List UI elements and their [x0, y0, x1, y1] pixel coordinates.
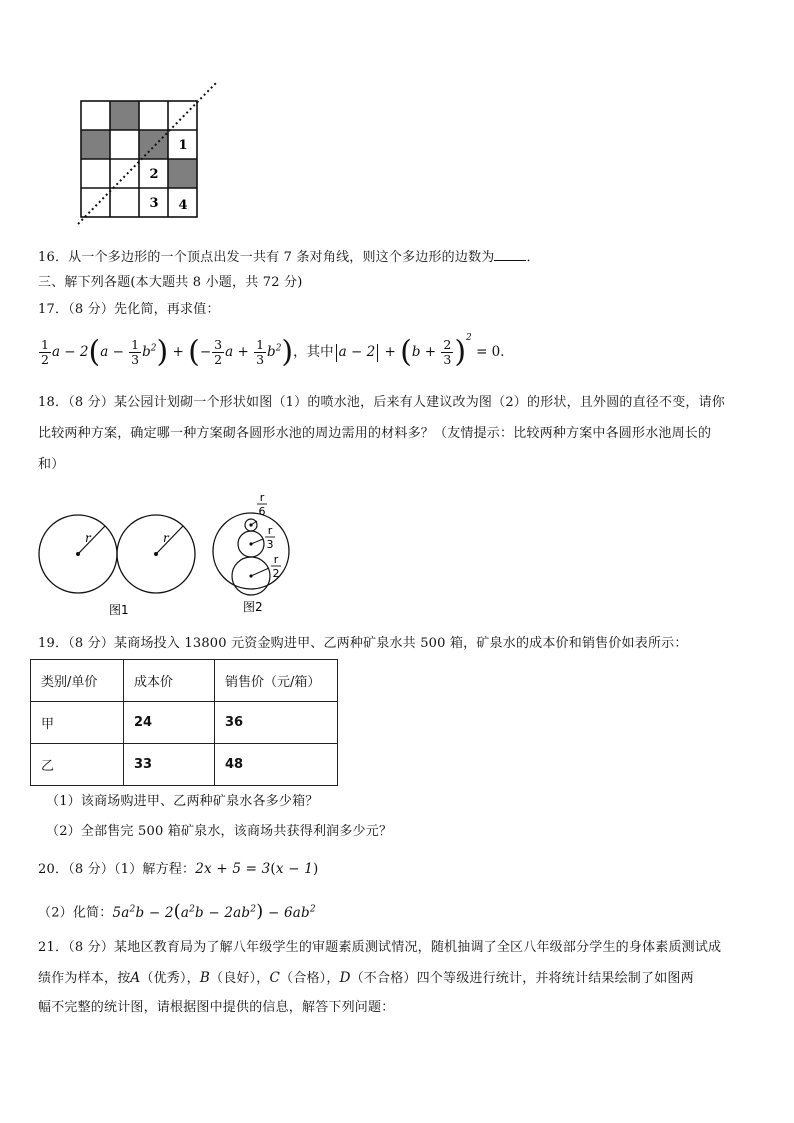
q20-expression: $5a^2b - 2(a^2b - 2ab^2) - 6ab^2$	[112, 900, 316, 922]
radius-label: r	[85, 531, 91, 545]
table-header-cell: 成本价	[124, 660, 215, 702]
table-row	[31, 702, 338, 744]
q20-part-1-label: 20．（8 分）（1）解方程：	[38, 862, 196, 877]
figure-1-label: 图1	[109, 603, 129, 617]
shaded-cell	[168, 159, 197, 188]
table-cell: 33	[124, 744, 215, 786]
question-20-part-2	[38, 899, 316, 924]
price-table	[30, 659, 338, 786]
grade-d-label: （不合格）四个等级进行统计，并将统计结果绘制了如图两	[350, 971, 694, 986]
q20-part-2-label: （2）化简：	[38, 905, 113, 921]
table-header-cell: 销售价（元/箱）	[215, 660, 338, 702]
grid-label-3: 3	[149, 196, 159, 211]
radius-label: r	[163, 531, 169, 545]
table-cell: 乙	[31, 744, 124, 786]
table-row	[31, 744, 338, 786]
table-header-cell: 类别/单价	[31, 660, 124, 702]
frac-label-num: r	[267, 524, 273, 537]
q17-eq-zero: = 0．	[476, 344, 514, 360]
shaded-cell	[81, 130, 110, 159]
q17-where: ，其中	[293, 344, 334, 360]
shaded-cell	[110, 101, 139, 130]
frac-label-num: r	[259, 491, 265, 504]
grid-label-4: 4	[178, 198, 188, 213]
frac-label-den: 2	[272, 567, 280, 580]
q18-line-1: 18．（8 分）某公园计划砌一个形状如图（1）的喷水池，后来有人建议改为图（2）的形状，且外圆的直径不变，请你	[38, 395, 725, 410]
shaded-cell	[139, 130, 168, 159]
grid-figure	[70, 78, 230, 228]
table-cell: 甲	[31, 702, 124, 744]
section-3-heading: 三、解下列各题(本大题共 8 小题，共 72 分)	[38, 275, 303, 290]
question-16	[38, 248, 540, 268]
answer-blank	[494, 248, 526, 261]
frac-label-den: 3	[266, 538, 274, 551]
question-20	[38, 859, 318, 880]
figure-2-circles	[210, 488, 300, 618]
q21-line-2-start: 绩作为样本，按	[38, 971, 131, 986]
table-cell: 48	[215, 744, 338, 786]
q18-line-2: 比较两种方案，确定哪一种方案砌各圆形水池的周边需用的材料多？（友情提示：比较两种方案中各圆形水池周长的	[38, 426, 712, 441]
grade-a-label: （优秀），	[140, 971, 200, 986]
q19-text: 19．（8 分）某商场投入 13800 元资金购进甲、乙两种矿泉水共 500 箱，矿泉水的成本价和销售价如表所示：	[38, 636, 688, 651]
q18-line-3: 和）	[38, 457, 65, 472]
table-cell: 36	[215, 702, 338, 744]
frac-label-den: 6	[258, 505, 266, 518]
q21-line-2: 绩作为样本，按A（优秀），B（良好），C（合格），D（不合格）四个等级进行统计，并将统计结果绘制了如图两	[38, 970, 694, 986]
q19-sub-2: （2）全部售完 500 箱矿泉水，该商场共获得利润多少元？	[46, 824, 393, 839]
figure-1-circles	[38, 510, 204, 620]
question-17-title: 17．（8 分）先化简，再求值：	[38, 302, 220, 317]
q21-line-3: 幅不完整的统计图，请根据图中提供的信息，解答下列问题：	[38, 1000, 395, 1015]
grid-label-1: 1	[178, 138, 188, 153]
figure-2-label: 图2	[243, 600, 263, 614]
grade-c-label: （合格），	[280, 971, 340, 986]
q16-tail: ．	[526, 250, 540, 265]
q20-equation: 2x + 5 = 3(x − 1)	[195, 861, 319, 877]
q21-line-1: 21．（8 分）某地区教育局为了解八年级学生的审题素质测试情况，随机抽调了全区八年级部分学生的身体素质测试成	[38, 940, 722, 955]
frac-label-num: r	[273, 553, 279, 566]
grid-label-2: 2	[149, 167, 159, 182]
q16-text: 16．从一个多边形的一个顶点出发一共有 7 条对角线，则这个多边形的边数为	[38, 250, 495, 265]
table-header-row	[31, 660, 338, 702]
grade-b-label: （良好），	[210, 971, 270, 986]
q19-sub-1: （1）该商场购进甲、乙两种矿泉水各多少箱？	[46, 794, 319, 809]
table-cell: 24	[124, 702, 215, 744]
q17-expression: $\frac{1}{2}$ a − 2(a − $\frac{1}{3}$ $b^2$) + (− $\frac{3}{2}$ a + $\frac{1}{3}$ $b^2$)，其中 a − 2 + (b + $\frac{2}{3}$ )$^2$ = 0．	[41, 333, 514, 370]
